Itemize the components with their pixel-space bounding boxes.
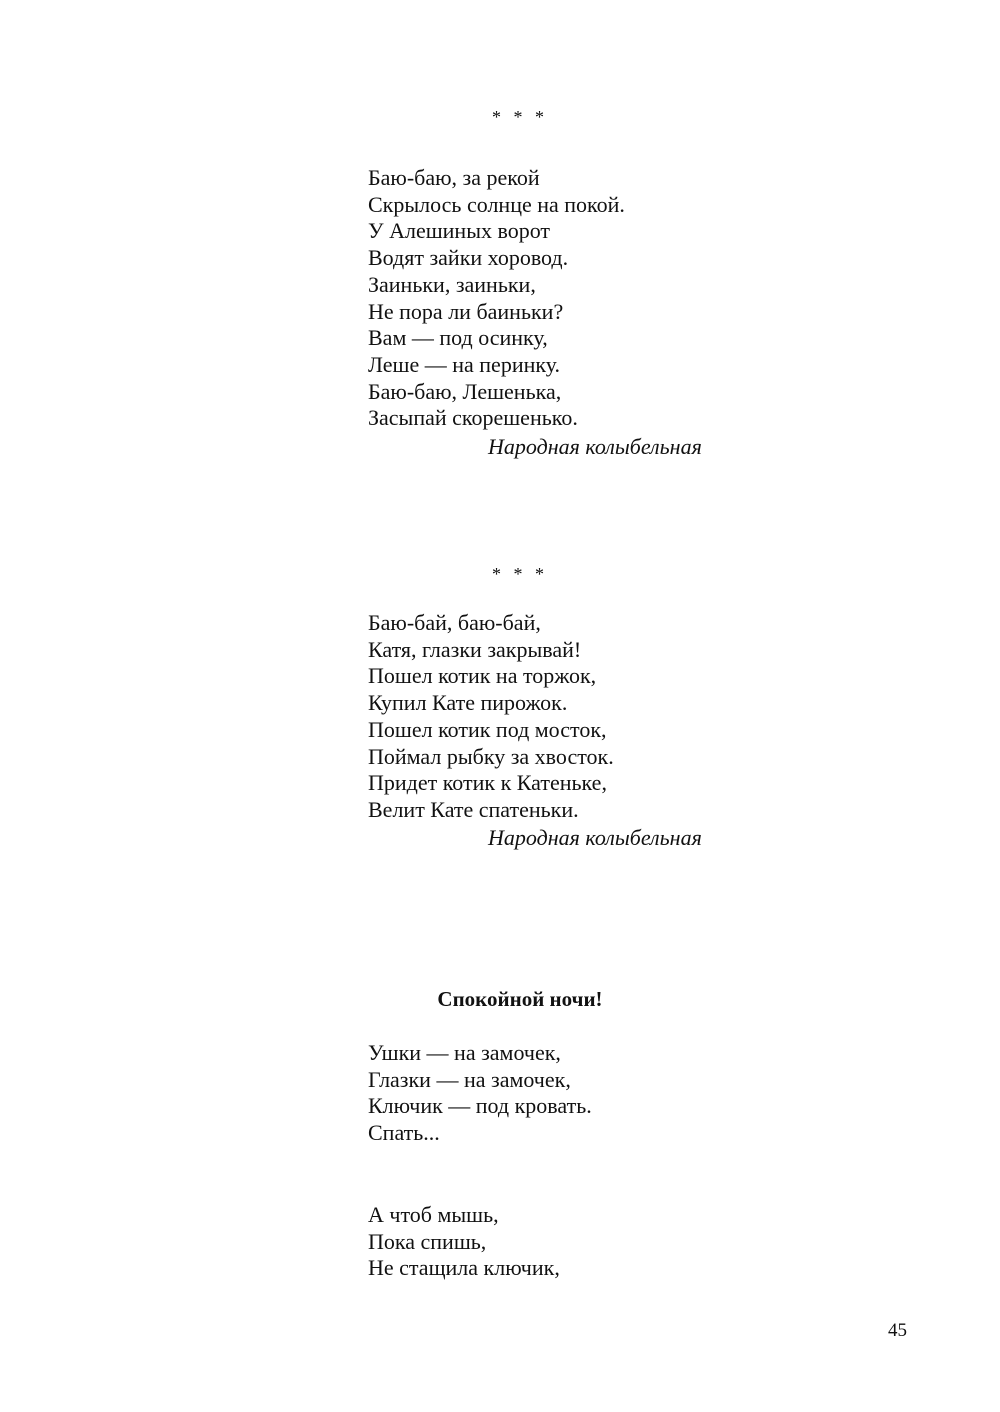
poem-line: Засыпай скорешенько.: [368, 405, 578, 431]
poem-line: Не стащила ключик,: [368, 1255, 560, 1281]
poem1-lines: [368, 165, 788, 432]
poem-line: Спать...: [368, 1120, 440, 1146]
poem-line: Вам — под осинку,: [368, 325, 548, 351]
page-number: 45: [888, 1320, 907, 1341]
poem3-title: Спокойной ночи!: [437, 987, 603, 1011]
poem-line: Леше — на перинку.: [368, 351, 561, 377]
poem1-separator: * * *: [492, 107, 548, 127]
poem-line: Велит Кате спатеньки.: [368, 796, 579, 822]
poem-line: Глазки — на замочек,: [368, 1066, 571, 1092]
poem1-attribution: Народная колыбельная: [488, 434, 702, 459]
poem-line: Не пора ли баиньки?: [368, 298, 564, 324]
poem-line: Водят зайки хоровод.: [368, 245, 569, 271]
poem-line: Баю-баю, за рекой: [368, 165, 540, 190]
poem2-separator: * * *: [492, 564, 548, 584]
poem-line: Поймал рыбку за хвосток.: [368, 743, 614, 769]
poem-line: Придет котик к Катеньке,: [368, 770, 607, 796]
poem-line: Баю-бай, баю-бай,: [368, 610, 541, 635]
poem-line: Скрылось солнце на покой.: [368, 191, 625, 217]
poem-line: А чтоб мышь,: [368, 1202, 499, 1227]
poem3-stanza-2: [368, 1202, 788, 1282]
poem-line: Пошел котик на торжок,: [368, 663, 597, 689]
poem-line: Ключик — под кровать.: [368, 1093, 592, 1119]
poem-line: Пошел котик под мосток,: [368, 716, 607, 742]
poem-line: У Алешиных ворот: [368, 218, 551, 244]
poem-line: Катя, глазки закрывай!: [368, 636, 582, 662]
poem2-lines: [368, 610, 788, 824]
poem-line: Баю-баю, Лешенька,: [368, 378, 562, 404]
poem-line: Заиньки, заиньки,: [368, 271, 536, 297]
poem-line: Ушки — на замочек,: [368, 1040, 561, 1065]
poem-line: Пока спишь,: [368, 1228, 487, 1254]
poem-line: Купил Кате пирожок.: [368, 690, 568, 716]
poem3-stanza-1: [368, 1040, 788, 1147]
poem2-attribution: Народная колыбельная: [488, 825, 702, 850]
